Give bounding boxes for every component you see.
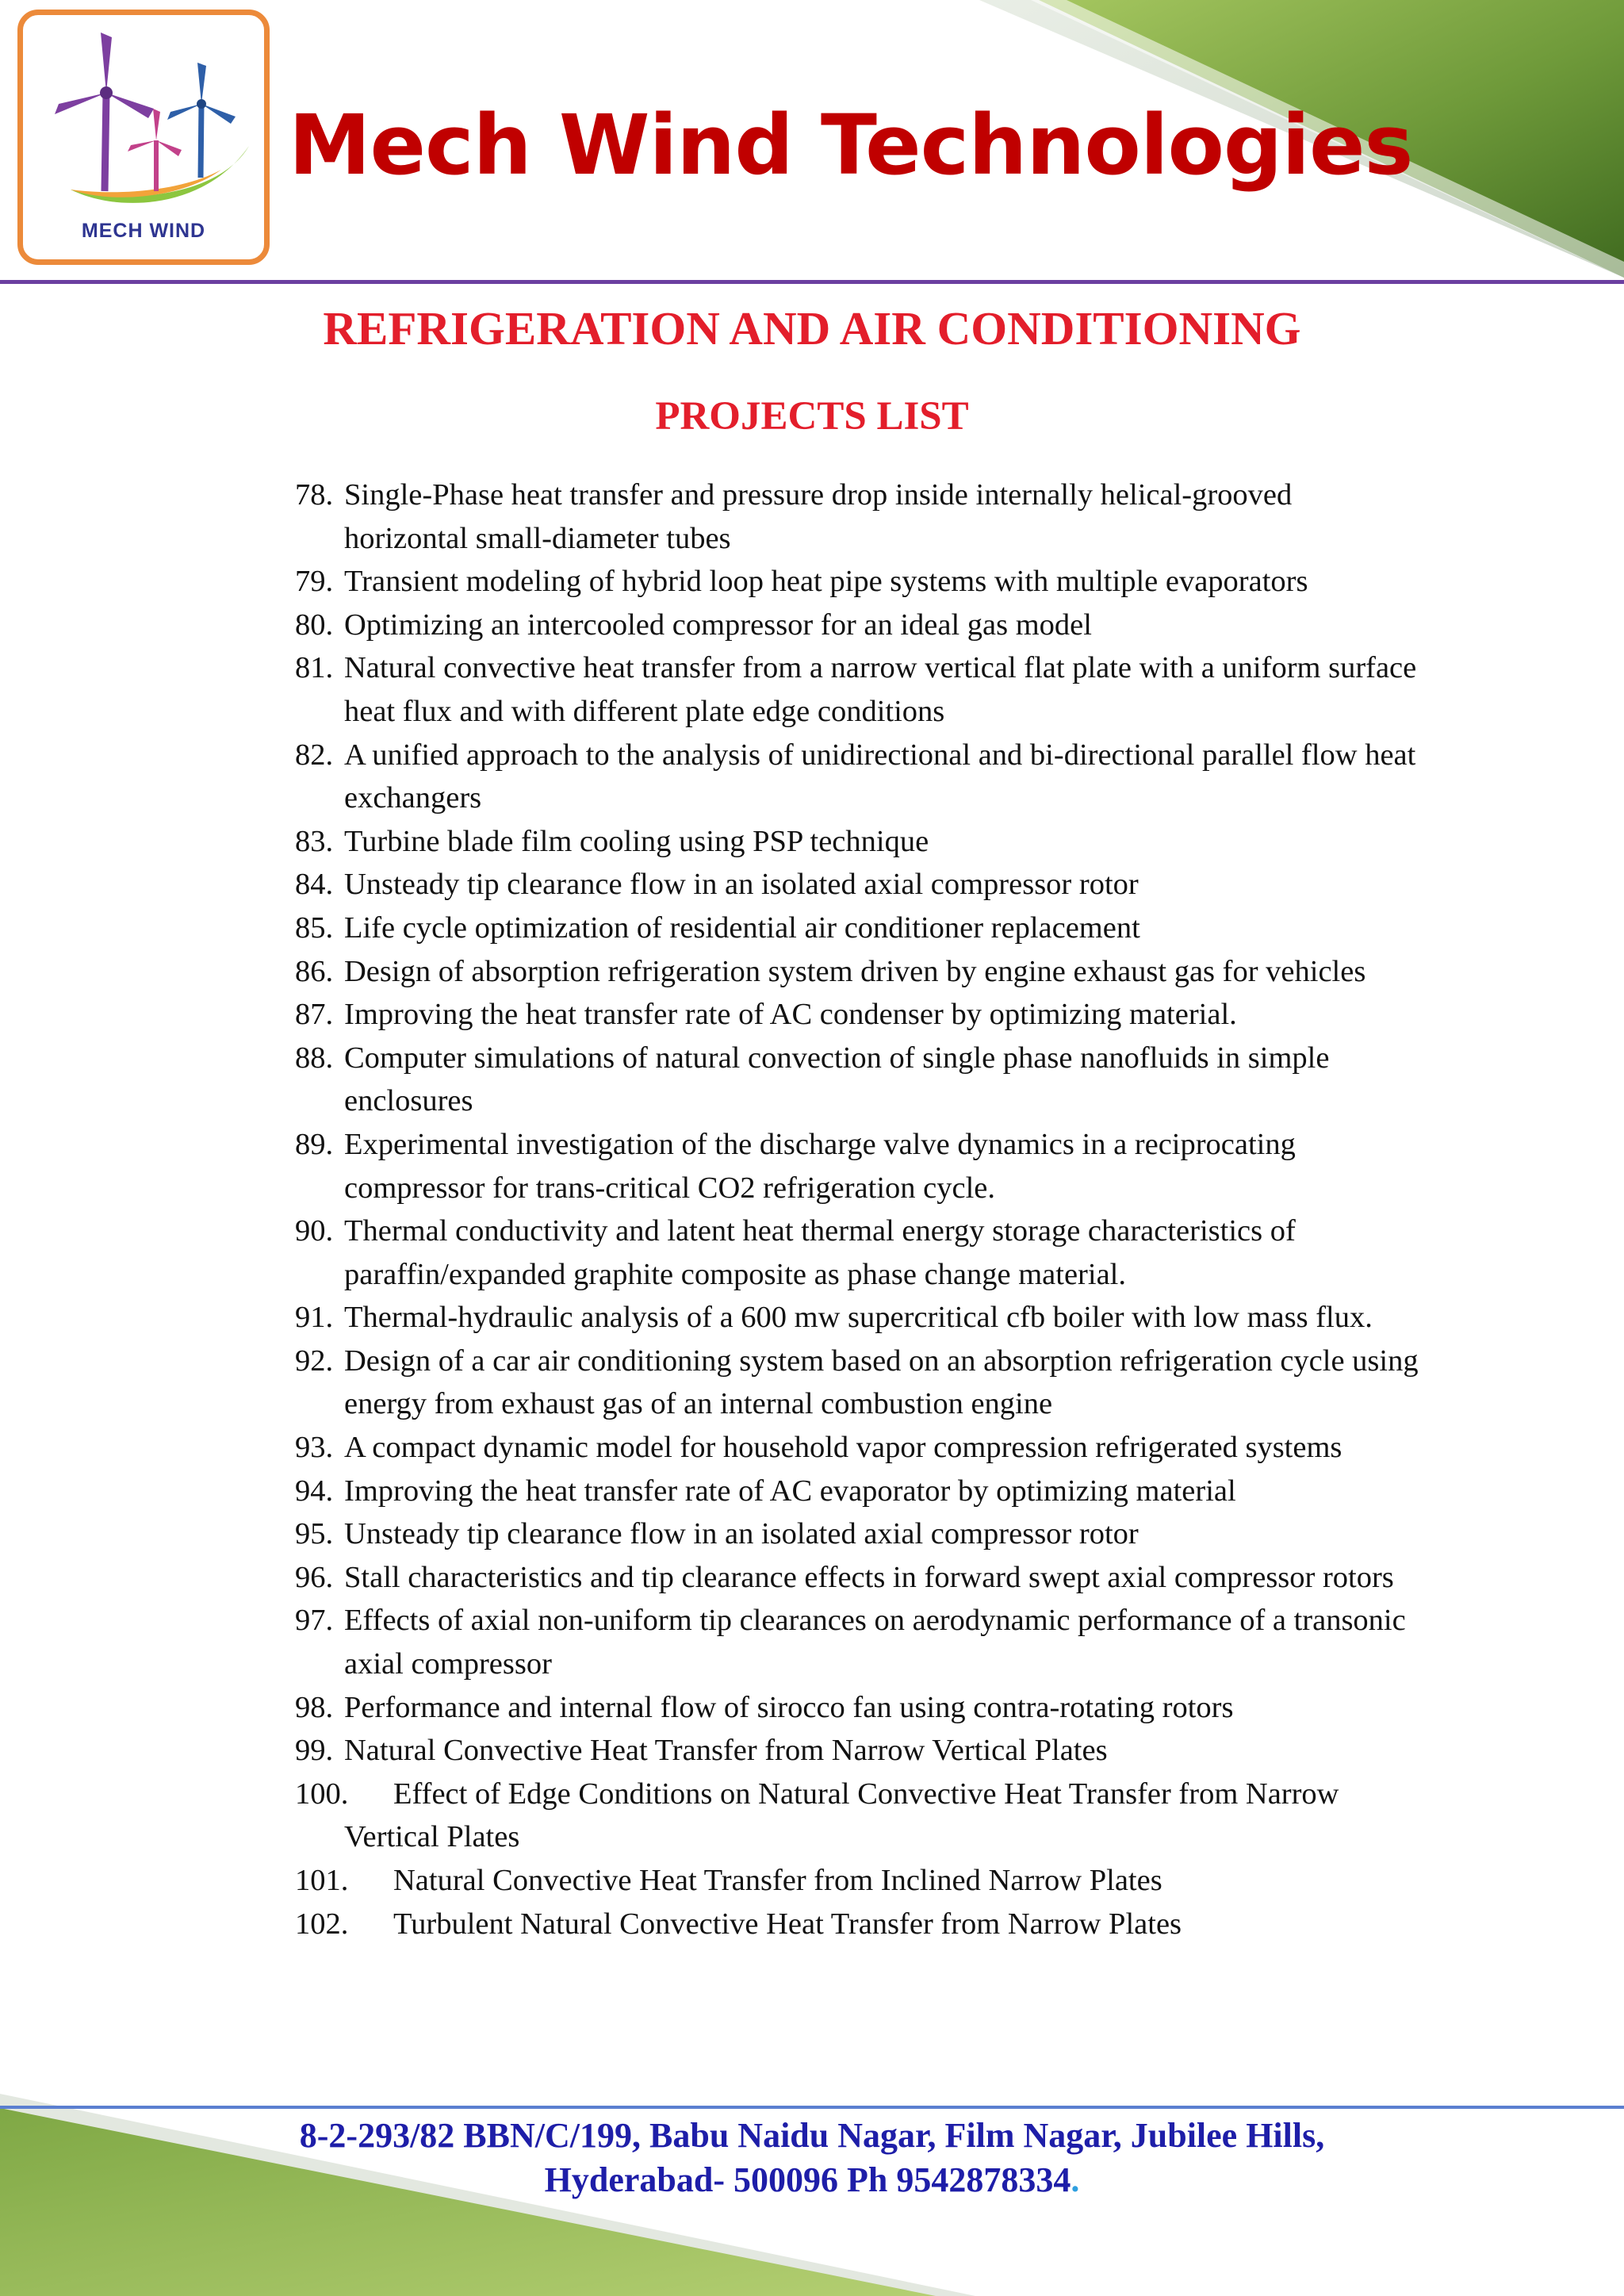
item-number: 90. [295,1214,334,1248]
item-number: 101. [295,1864,349,1897]
item-number: 100. [295,1777,349,1811]
list-item [295,1426,1421,1470]
list-item [295,560,1421,604]
item-number: 96. [295,1560,334,1594]
list-item [295,993,1421,1037]
item-text: Experimental investigation of the discharge valve dynamics in a reciprocating compressor for trans-critical CO2 refrigeration cycle. [344,1127,1296,1205]
item-text: Performance and internal flow of sirocco fan using contra-rotating rotors [344,1690,1234,1724]
item-text: Turbine blade film cooling using PSP technique [344,824,929,858]
item-text: Improving the heat transfer rate of AC condenser by optimizing material. [344,998,1237,1032]
item-number: 86. [295,954,334,988]
address-line-2 [0,2158,1624,2202]
list-item [295,1556,1421,1600]
list-item [295,604,1421,647]
item-text: Transient modeling of hybrid loop heat pipe systems with multiple evaporators [344,565,1308,599]
list-item [295,1296,1421,1340]
list-item [295,907,1421,950]
list-item [295,1470,1421,1513]
item-text: Natural Convective Heat Transfer from Inclined Narrow Plates [393,1864,1162,1897]
item-number: 78. [295,478,334,512]
item-number: 88. [295,1041,334,1075]
logo-text: MECH WIND [81,220,206,242]
item-number: 79. [295,565,334,599]
item-text: Effect of Edge Conditions on Natural Convective Heat Transfer from Narrow Vertical Plates [344,1777,1339,1854]
item-number: 98. [295,1690,334,1724]
item-number: 91. [295,1301,334,1335]
address-line-1: 8-2-293/82 BBN/C/199, Babu Naidu Nagar, Film Nagar, Jubilee Hills, [299,2116,1325,2155]
item-number: 85. [295,910,334,945]
list-item [295,473,1421,560]
item-number: 87. [295,998,334,1032]
item-number: 81. [295,651,334,685]
project-list [295,473,1421,1945]
item-number: 102. [295,1907,349,1941]
list-item [295,1209,1421,1296]
item-text: Natural Convective Heat Transfer from Narrow Vertical Plates [344,1734,1108,1768]
address-end-dot: . [1071,2160,1080,2199]
item-number: 84. [295,868,334,902]
list-item [295,950,1421,994]
document-title: REFRIGERATION AND AIR CONDITIONING [323,302,1301,355]
item-text: Improving the heat transfer rate of AC evaporator by optimizing material [344,1474,1236,1508]
list-item [295,1340,1421,1426]
item-text: Single-Phase heat transfer and pressure drop inside internally helical-grooved horizontal small-diameter tubes [344,478,1293,555]
document-subtitle: PROJECTS LIST [655,394,969,439]
item-text: Unsteady tip clearance flow in an isolated axial compressor rotor [344,868,1139,902]
address-line-2-text: Hyderabad- 500096 Ph 9542878334 [544,2160,1071,2199]
item-text: Unsteady tip clearance flow in an isolated axial compressor rotor [344,1517,1139,1551]
company-logo [17,10,270,265]
item-text: Optimizing an intercooled compressor for an ideal gas model [344,608,1092,642]
item-text: Computer simulations of natural convection of single phase nanofluids in simple enclosures [344,1041,1330,1118]
item-number: 95. [295,1517,334,1551]
item-number: 92. [295,1343,334,1378]
list-item [295,1729,1421,1773]
list-item [295,646,1421,733]
item-text: Stall characteristics and tip clearance effects in forward swept axial compressor rotors [344,1560,1394,1594]
item-text: Thermal conductivity and latent heat thermal energy storage characteristics of paraffin/expanded graphite composite as phase change material. [344,1214,1296,1291]
list-item [295,863,1421,907]
list-item [295,734,1421,820]
item-text: Thermal-hydraulic analysis of a 600 mw supercritical cfb boiler with low mass flux. [344,1301,1373,1335]
item-number: 89. [295,1127,334,1161]
item-text: Turbulent Natural Convective Heat Transfer from Narrow Plates [393,1907,1182,1941]
list-item [295,1599,1421,1685]
item-text: Effects of axial non-uniform tip clearances on aerodynamic performance of a transonic axial compressor [344,1604,1406,1681]
item-text: A compact dynamic model for household vapor compression refrigerated systems [344,1431,1342,1465]
item-number: 93. [295,1431,334,1465]
list-item [295,1773,1421,1859]
item-text: Life cycle optimization of residential air conditioner replacement [344,910,1140,945]
item-text: Design of a car air conditioning system based on an absorption refrigeration cycle using energy from exhaust gas of an internal combustion engine [344,1343,1419,1421]
item-number: 82. [295,738,334,772]
item-number: 94. [295,1474,334,1508]
item-number: 97. [295,1604,334,1638]
list-item [295,1512,1421,1556]
item-number: 80. [295,608,334,642]
list-item [295,820,1421,864]
list-item [295,1903,1421,1946]
item-text: A unified approach to the analysis of unidirectional and bi-directional parallel flow heat exchangers [344,738,1416,815]
item-number: 83. [295,824,334,858]
header-divider [0,280,1624,284]
brand-title: Mech Wind Technologies [289,97,1413,194]
list-item [295,1123,1421,1209]
footer-divider [0,2106,1624,2109]
list-item [295,1686,1421,1730]
item-text: Design of absorption refrigeration system driven by engine exhaust gas for vehicles [344,954,1366,988]
item-number: 99. [295,1734,334,1768]
list-item [295,1859,1421,1903]
list-item [295,1037,1421,1123]
item-text: Natural convective heat transfer from a narrow vertical flat plate with a uniform surface heat flux and with different plate edge conditions [344,651,1417,728]
